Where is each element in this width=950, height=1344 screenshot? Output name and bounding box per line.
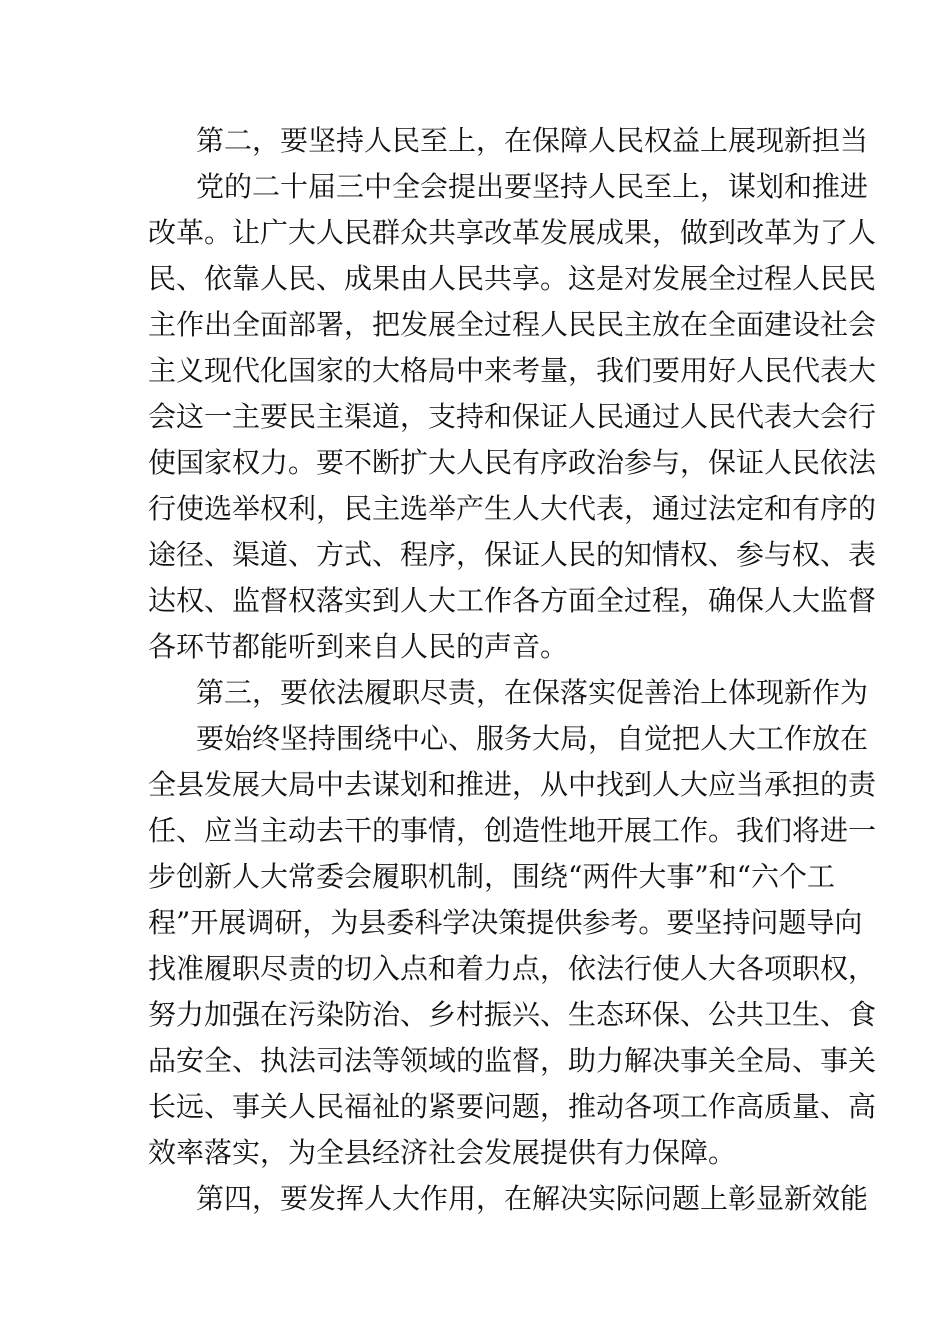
paragraph-line: 途径、渠道、方式、程序，保证人民的知情权、参与权、表 bbox=[148, 538, 877, 571]
paragraph-line: 长远、事关人民福祉的紧要问题，推动各项工作高质量、高 bbox=[148, 1090, 877, 1123]
paragraph-line: 主义现代化国家的大格局中来考量，我们要用好人民代表大 bbox=[148, 354, 877, 387]
paragraph-line: 改革。让广大人民群众共享改革发展成果，做到改革为了人 bbox=[148, 216, 877, 249]
paragraph-line: 使国家权力。要不断扩大人民有序政治参与，保证人民依法 bbox=[148, 446, 877, 479]
paragraph-line: 要始终坚持围绕中心、服务大局，自觉把人大工作放在 bbox=[196, 722, 869, 755]
paragraph-line: 行使选举权利，民主选举产生人大代表，通过法定和有序的 bbox=[148, 492, 877, 525]
paragraph-line: 努力加强在污染防治、乡村振兴、生态环保、公共卫生、食 bbox=[148, 998, 877, 1031]
heading-second-point: 第二，要坚持人民至上，在保障人民权益上展现新担当 bbox=[196, 124, 869, 157]
paragraph-line: 会这一主要民主渠道，支持和保证人民通过人民代表大会行 bbox=[148, 400, 877, 433]
paragraph-line: 品安全、执法司法等领域的监督，助力解决事关全局、事关 bbox=[148, 1044, 877, 1077]
paragraph-line: 任、应当主动去干的事情，创造性地开展工作。我们将进一 bbox=[148, 814, 877, 847]
paragraph-line: 找准履职尽责的切入点和着力点，依法行使人大各项职权， bbox=[148, 952, 877, 985]
paragraph-line: 步创新人大常委会履职机制，围绕“两件大事”和“六个工 bbox=[148, 860, 835, 893]
paragraph-line-last: 效率落实，为全县经济社会发展提供有力保障。 bbox=[148, 1136, 737, 1169]
paragraph-line-last: 各环节都能听到来自人民的声音。 bbox=[148, 630, 569, 663]
paragraph-line: 达权、监督权落实到人大工作各方面全过程，确保人大监督 bbox=[148, 584, 877, 617]
paragraph-line: 主作出全面部署，把发展全过程人民民主放在全面建设社会 bbox=[148, 308, 877, 341]
paragraph-line: 党的二十届三中全会提出要坚持人民至上，谋划和推进 bbox=[196, 170, 869, 203]
heading-fourth-point: 第四，要发挥人大作用，在解决实际问题上彰显新效能 bbox=[196, 1182, 869, 1215]
paragraph-line: 程”开展调研，为县委科学决策提供参考。要坚持问题导向 bbox=[148, 906, 863, 939]
heading-third-point: 第三，要依法履职尽责，在保落实促善治上体现新作为 bbox=[196, 676, 869, 709]
paragraph-line: 全县发展大局中去谋划和推进，从中找到人大应当承担的责 bbox=[148, 768, 877, 801]
paragraph-line: 民、依靠人民、成果由人民共享。这是对发展全过程人民民 bbox=[148, 262, 877, 295]
